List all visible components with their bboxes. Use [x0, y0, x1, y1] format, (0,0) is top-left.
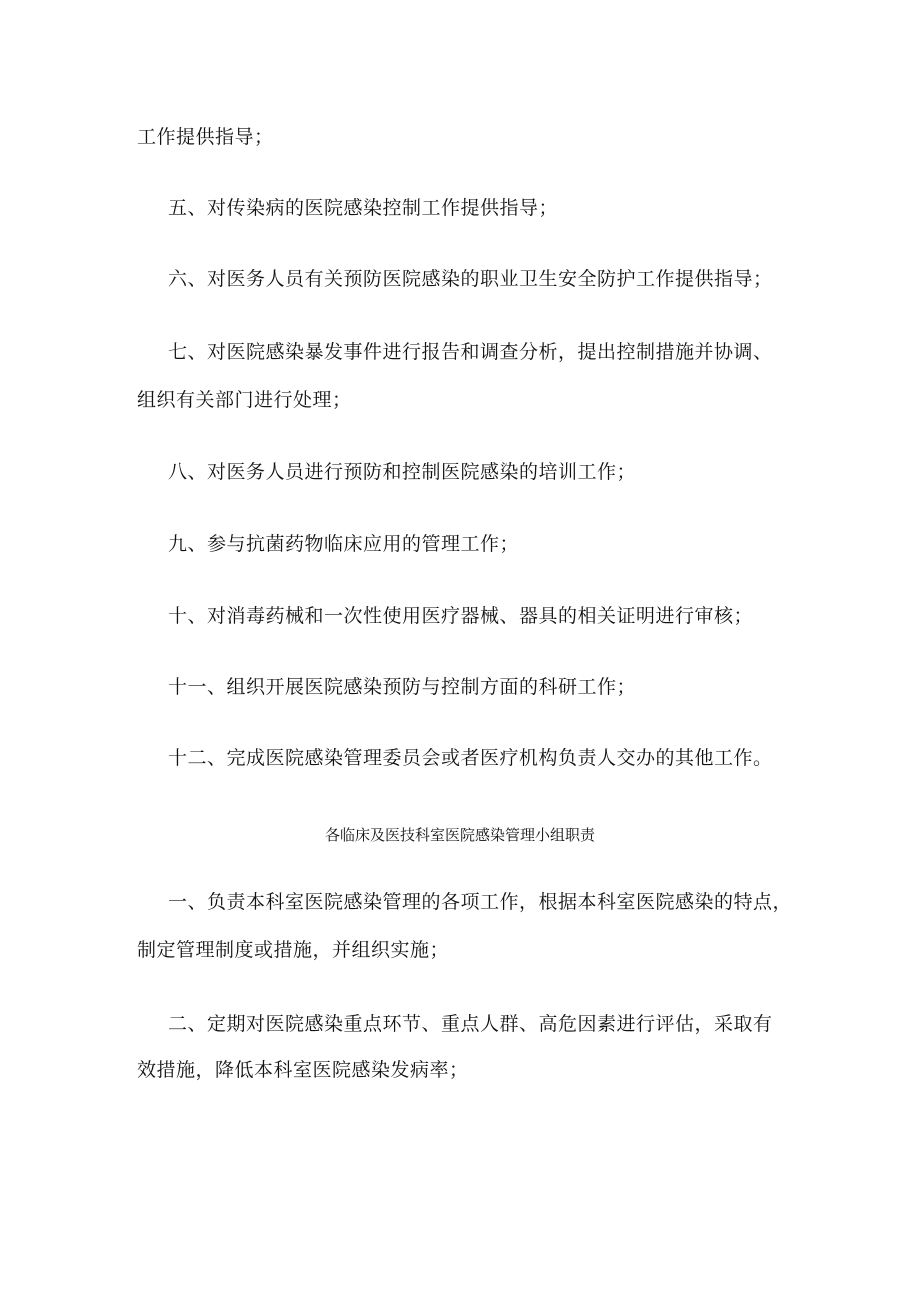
section-item-1-line-2: 制定管理制度或措施，并组织实施； [137, 939, 450, 961]
section-item-2-line-1: 二、定期对医院感染重点环节、重点人群、高危因素进行评估，采取有 [168, 1013, 773, 1035]
section-item-1-line-1: 一、负责本科室医院感染管理的各项工作，根据本科室医院感染的特点， [168, 891, 793, 913]
continuation-line: 工作提供指导； [137, 126, 274, 148]
section-item-2-line-2: 效措施，降低本科室医院感染发病率； [137, 1059, 469, 1081]
duty-item-10: 十、对消毒药械和一次性使用医疗器械、器具的相关证明进行审核； [168, 605, 754, 627]
duty-item-9: 九、参与抗菌药物临床应用的管理工作； [168, 533, 520, 555]
duty-item-6: 六、对医务人员有关预防医院感染的职业卫生安全防护工作提供指导； [168, 268, 773, 290]
duty-item-7-line-2: 组织有关部门进行处理； [137, 389, 352, 411]
duty-item-7-line-1: 七、对医院感染暴发事件进行报告和调查分析，提出控制措施并协调、 [168, 341, 773, 363]
duty-item-8: 八、对医务人员进行预防和控制医院感染的培训工作； [168, 461, 637, 483]
duty-item-11: 十一、组织开展医院感染预防与控制方面的科研工作； [168, 676, 637, 698]
duty-item-5: 五、对传染病的医院感染控制工作提供指导； [168, 197, 559, 219]
duty-item-12: 十二、完成医院感染管理委员会或者医疗机构负责人交办的其他工作。 [168, 747, 773, 769]
section-heading: 各临床及医技科室医院感染管理小组职责 [324, 826, 595, 844]
